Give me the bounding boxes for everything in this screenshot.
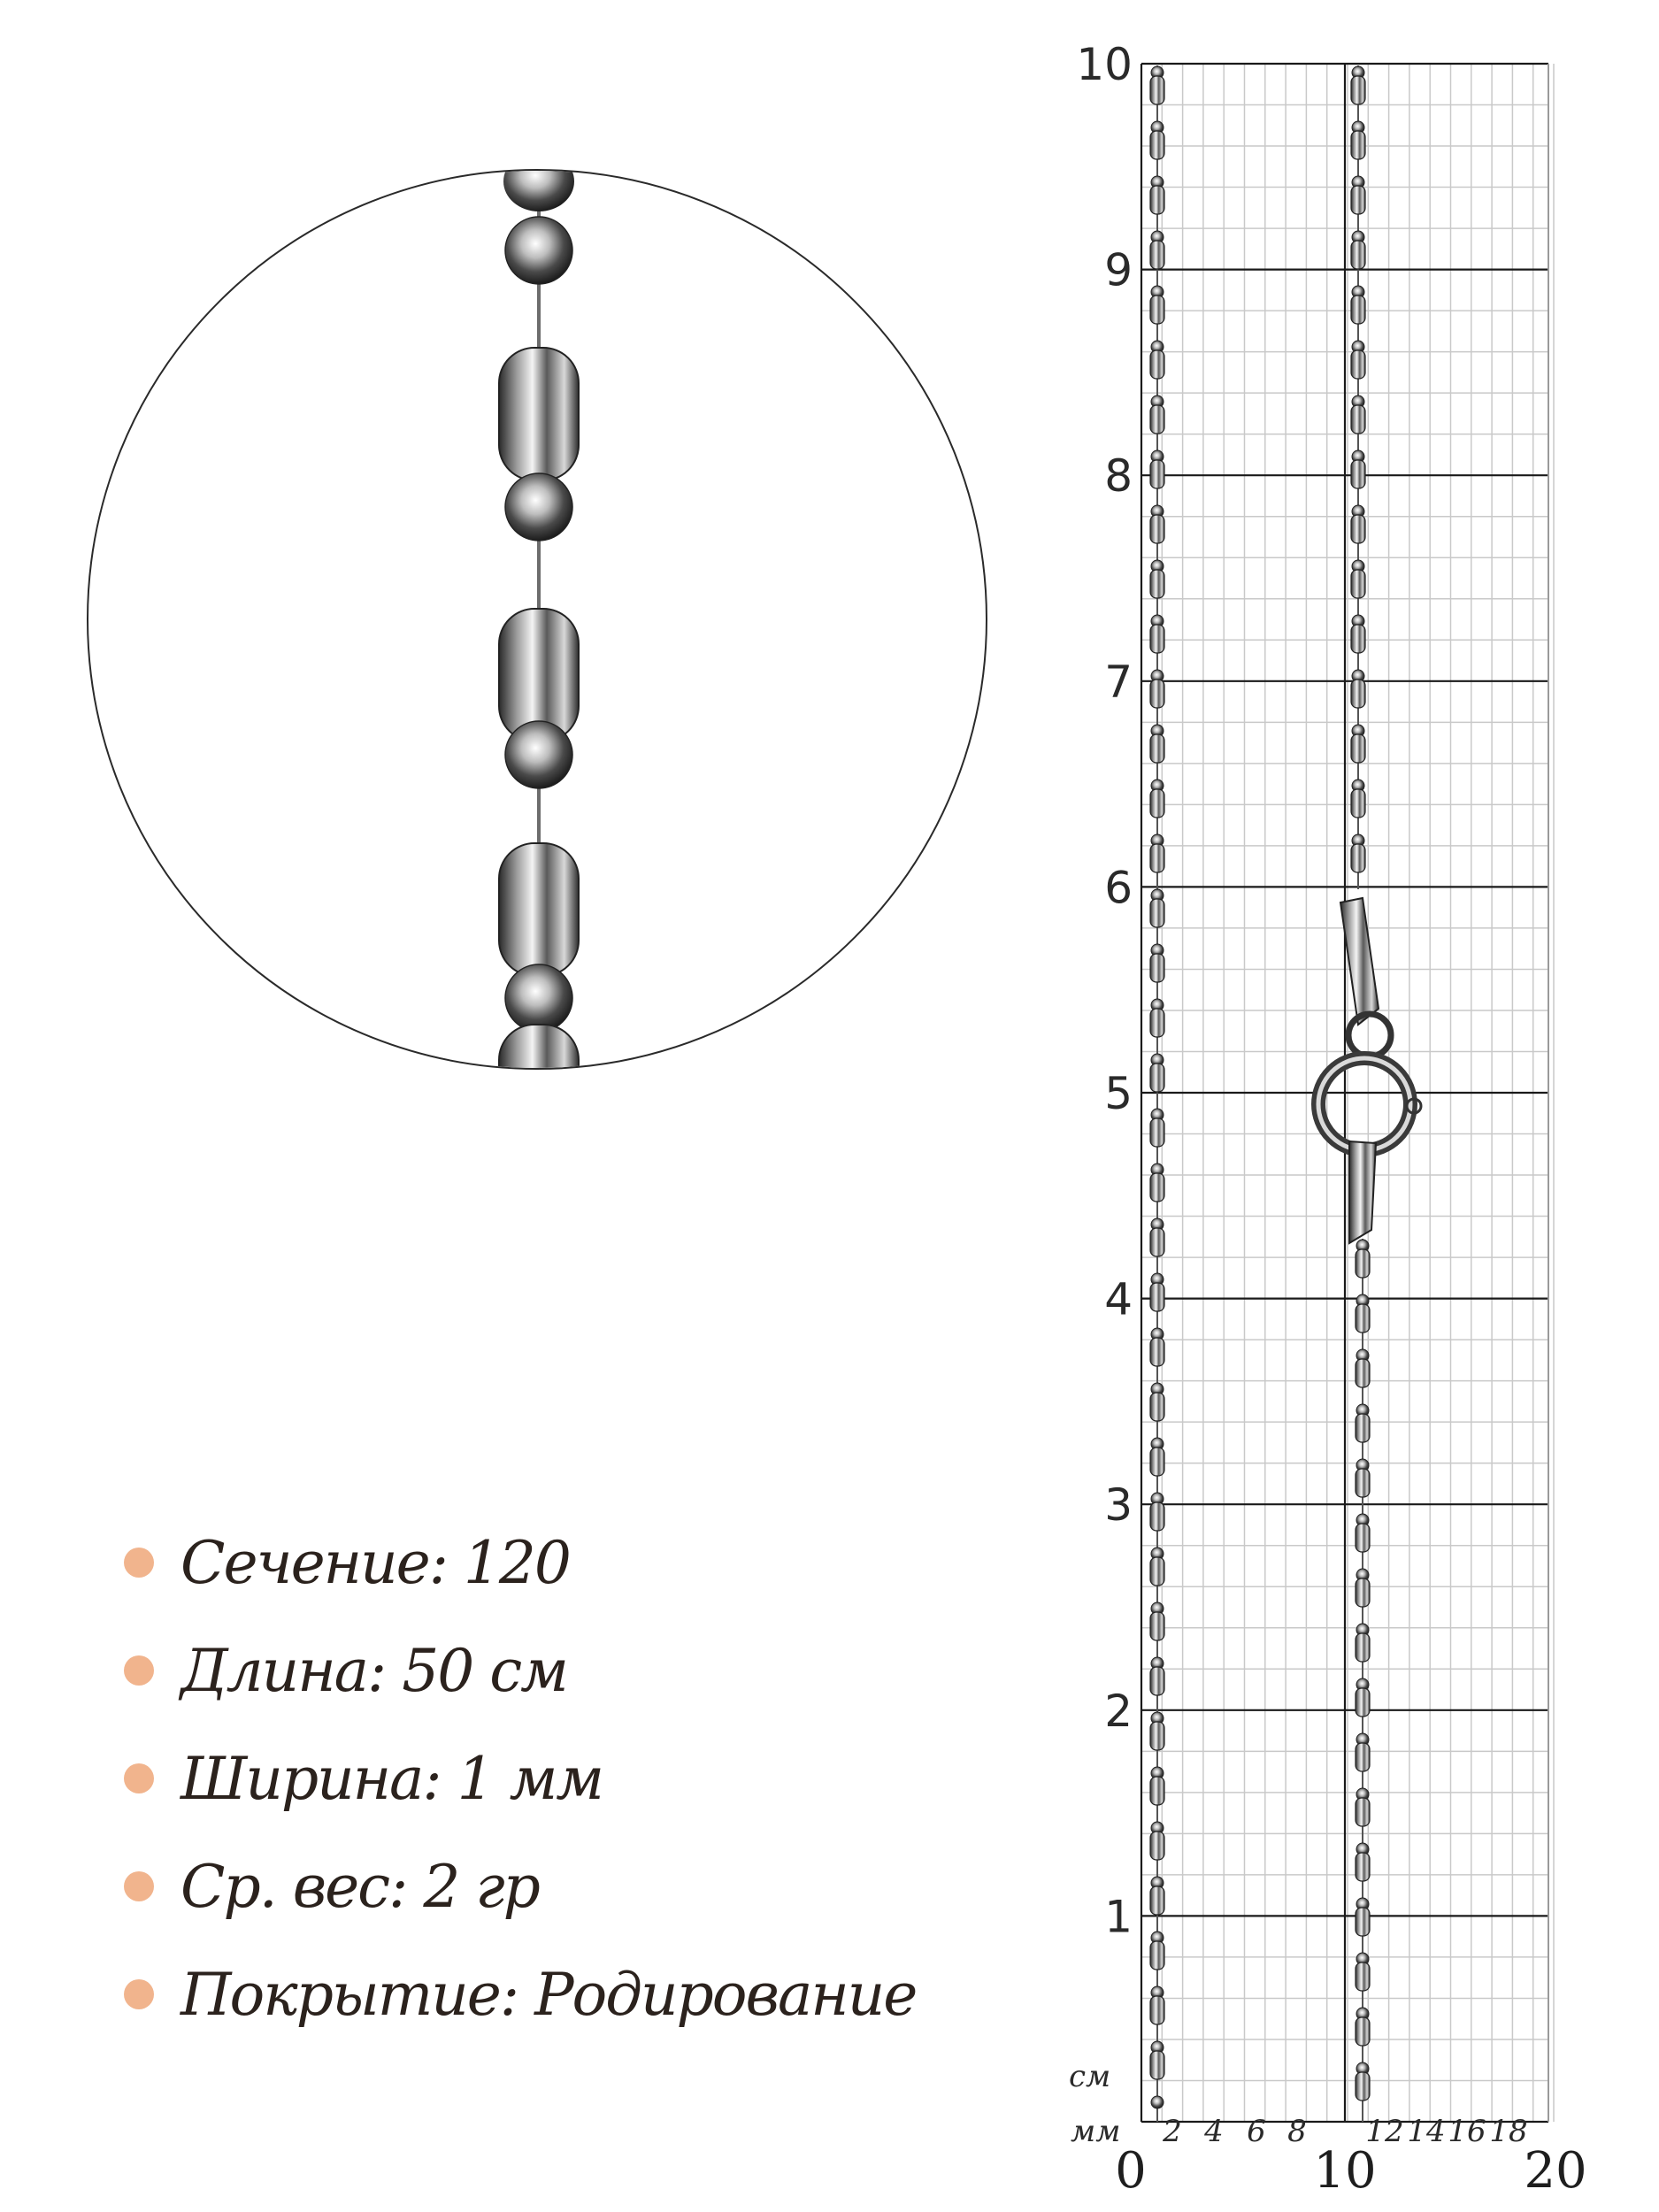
chain-bar-link <box>1356 1359 1370 1387</box>
bullet-dot-icon <box>124 1548 154 1578</box>
chain-ball <box>505 721 572 788</box>
mm-tick-label: 4 <box>1204 2114 1224 2149</box>
cm-tick-label: 3 <box>1104 1479 1133 1532</box>
chain-bar-link <box>1351 789 1365 818</box>
chain-bar-link <box>1150 186 1164 214</box>
chain-bar-link <box>1150 405 1164 434</box>
chain-bar-link <box>1150 1502 1164 1531</box>
chain-bar-link <box>1351 734 1365 763</box>
chain-bar-link <box>1150 570 1164 598</box>
chain-bar-link <box>1351 625 1365 653</box>
spring-ring-clasp-icon <box>1318 898 1421 1243</box>
chain-bar-link <box>1351 460 1365 488</box>
chain-closeup-image <box>88 171 987 1070</box>
chain-bar-link <box>1150 1667 1164 1695</box>
chain-bar-link <box>1356 2017 1370 2046</box>
spec-width-text: Ширина: 1 мм <box>180 1744 603 1813</box>
chain-bar-link <box>1150 954 1164 982</box>
spec-coating-text: Покрытие: Родирование <box>180 1960 917 2029</box>
cm-tick-label: 7 <box>1104 656 1133 708</box>
chain-bar-link <box>1150 1064 1164 1092</box>
mm-tick-label: 6 <box>1247 2114 1266 2149</box>
chain-bar-link <box>1351 186 1365 214</box>
chain-bar-link <box>1356 1469 1370 1497</box>
bullet-dot-icon <box>124 1763 154 1793</box>
spec-length-text: Длина: 50 см <box>180 1636 567 1705</box>
measurement-ruler <box>1044 35 1610 2194</box>
specification-list <box>124 1509 916 2048</box>
chain-bar-link <box>499 348 579 480</box>
chain-bar-link <box>1351 515 1365 543</box>
chain-bar-link <box>1150 1393 1164 1421</box>
cm-tick-label: 6 <box>1104 862 1133 914</box>
chain-bar-link <box>1150 1448 1164 1476</box>
mm-tick-label: 12 <box>1365 2114 1404 2149</box>
cm-tick-label: 1 <box>1104 1891 1133 1943</box>
chain-bar-link <box>1150 680 1164 708</box>
ruler-scale-label: 20 <box>1524 2142 1587 2194</box>
chain-bar-link <box>1351 680 1365 708</box>
mm-tick-label: 16 <box>1448 2114 1486 2149</box>
chain-bar-link <box>1150 1557 1164 1586</box>
chain-ball <box>503 171 574 211</box>
chain-bar-link <box>1356 1304 1370 1333</box>
chain-bar-link <box>499 843 579 976</box>
ruler-scale-label: 10 <box>1313 2142 1377 2194</box>
chain-bar-link <box>1150 296 1164 324</box>
chain-bar-link <box>1150 1612 1164 1640</box>
chain-bar-link <box>1150 1722 1164 1750</box>
zoom-detail-circle <box>87 169 987 1070</box>
bullet-dot-icon <box>124 1655 154 1686</box>
chain-bar-link <box>1356 1688 1370 1717</box>
chain-bar-link <box>1356 1853 1370 1881</box>
chain-ball <box>505 964 572 1032</box>
ruler-scale-label: 0 <box>1115 2142 1147 2194</box>
cm-tick-label: 2 <box>1104 1685 1133 1737</box>
chain-bar-link <box>1150 844 1164 872</box>
chain-bar-link <box>1150 734 1164 763</box>
chain-bar-link <box>1150 1886 1164 1915</box>
chain-bar-link <box>1351 76 1365 104</box>
chain-bar-link <box>1150 131 1164 159</box>
chain-bar-link <box>1351 131 1365 159</box>
chain-bar-link <box>1150 625 1164 653</box>
chain-ball <box>1151 2096 1164 2108</box>
mm-tick-label: 18 <box>1489 2114 1528 2149</box>
chain-bar-link <box>1356 1798 1370 1826</box>
spec-coating <box>124 1940 916 2048</box>
chain-bar-link <box>1351 844 1365 872</box>
chain-bar-link <box>1150 899 1164 927</box>
chain-ball <box>505 217 572 284</box>
chain-bar-link <box>1356 1524 1370 1552</box>
ruler-major-grid <box>1141 64 1548 2122</box>
chain-bar-link <box>1356 1962 1370 1991</box>
chain-bar-link <box>1150 1941 1164 1970</box>
chain-bar-link <box>1351 296 1365 324</box>
spec-weight <box>124 1832 916 1940</box>
chain-bar-link <box>1356 2072 1370 2101</box>
chain-bar-link <box>1351 241 1365 269</box>
bullet-dot-icon <box>124 1871 154 1901</box>
chain-bar-link <box>1150 1996 1164 2024</box>
chain-bar-link <box>1356 1633 1370 1662</box>
chain-bar-link <box>1150 1228 1164 1256</box>
chain-bar-link <box>1150 2051 1164 2079</box>
chain-bar-link <box>499 1025 579 1070</box>
mm-unit-label: мм <box>1071 2114 1121 2149</box>
cm-tick-label: 10 <box>1076 39 1133 90</box>
chain-bar-link <box>1150 1173 1164 1202</box>
cm-tick-label: 5 <box>1104 1068 1133 1119</box>
chain-bar-link <box>1351 570 1365 598</box>
spec-weight-text: Ср. вес: 2 гр <box>180 1852 539 1921</box>
ruler-cm-labels <box>1076 39 1133 1942</box>
spec-section <box>124 1509 916 1617</box>
cm-tick-label: 4 <box>1104 1273 1133 1325</box>
cm-unit-label: см <box>1069 2059 1111 2094</box>
chain-bar-link <box>1356 1578 1370 1607</box>
chain-bar-link <box>1150 460 1164 488</box>
chain-bar-link <box>1351 350 1365 379</box>
chain-bar-link <box>1150 1009 1164 1037</box>
chain-bar-link <box>1150 1832 1164 1860</box>
chain-bar-link <box>1150 1118 1164 1147</box>
chain-bar-link <box>1150 350 1164 379</box>
chain-bar-link <box>1356 1743 1370 1771</box>
cm-tick-label: 9 <box>1104 244 1133 296</box>
chain-bar-link <box>1150 789 1164 818</box>
chain-bar-link <box>1150 1777 1164 1805</box>
mm-tick-label: 14 <box>1407 2114 1446 2149</box>
bullet-dot-icon <box>124 1979 154 2009</box>
chain-bar-link <box>1150 515 1164 543</box>
chain-bar-link <box>1150 1338 1164 1366</box>
spec-section-text: Сечение: 120 <box>180 1528 570 1597</box>
ruler-bottom-labels <box>1115 2142 1586 2194</box>
chain-bar-link <box>1351 405 1365 434</box>
chain-bar-link <box>1150 1283 1164 1311</box>
cm-tick-label: 8 <box>1104 450 1133 503</box>
mm-tick-label: 2 <box>1163 2114 1182 2149</box>
chain-bar-link <box>1356 1908 1370 1936</box>
chain-bar-link <box>1150 76 1164 104</box>
mm-tick-label: 8 <box>1287 2114 1307 2149</box>
spec-width <box>124 1724 916 1832</box>
chain-bar-link <box>1150 241 1164 269</box>
chain-bar-link <box>1356 1249 1370 1278</box>
spec-length <box>124 1617 916 1724</box>
chain-ball <box>505 473 572 541</box>
chain-bar-link <box>1356 1414 1370 1442</box>
